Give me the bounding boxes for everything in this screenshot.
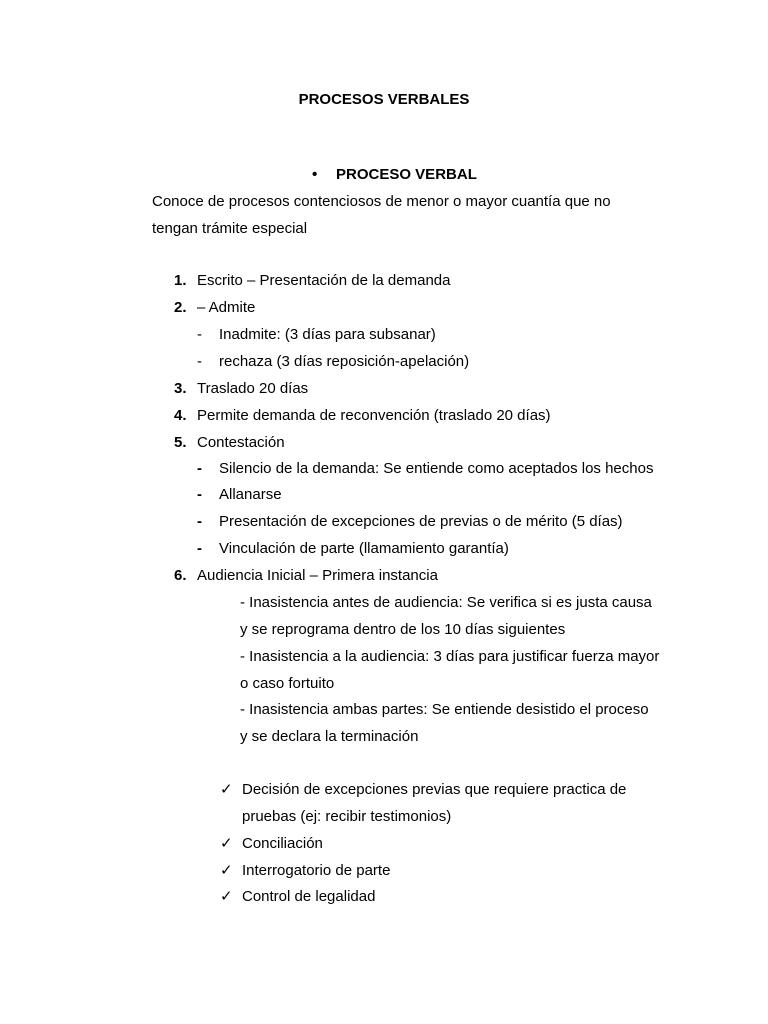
list-item-text: Traslado 20 días: [197, 380, 309, 397]
sub-item-text: Vinculación de parte (llamamiento garantía): [219, 540, 509, 557]
list-item-step-1: [174, 271, 450, 291]
step6-detail-line: y se declara la terminación: [240, 728, 419, 745]
sub-item-text: Silencio de la demanda: Se entiende como aceptados los hechos: [219, 460, 654, 477]
sub-item-excepciones: [197, 512, 623, 532]
sub-item-rechaza: [197, 352, 469, 372]
sub-item-text: Presentación de excepciones de previas o de mérito (5 días): [219, 513, 623, 530]
sub-item-text: Inadmite: (3 días para subsanar): [219, 326, 436, 343]
dash-marker: -: [197, 513, 202, 530]
list-item-text: Escrito – Presentación de la demanda: [197, 272, 451, 289]
document-title: PROCESOS VERBALES: [298, 91, 470, 108]
step6-detail-line: - Inasistencia antes de audiencia: Se verifica si es justa causa: [240, 594, 652, 611]
checklist-item-text: Control de legalidad: [242, 888, 376, 905]
list-item-step-4: [174, 406, 551, 426]
list-item-text: – Admite: [197, 299, 256, 316]
list-number: 2.: [174, 299, 187, 316]
intro-line-1: Conoce de procesos contenciosos de menor o mayor cuantía que no: [152, 193, 611, 210]
intro-line-2: tengan trámite especial: [152, 220, 308, 237]
checkmark-icon: ✓: [220, 888, 233, 905]
checklist-item: [220, 887, 375, 907]
dash-marker: -: [197, 326, 202, 343]
dash-marker: -: [197, 486, 202, 503]
sub-item-text: Allanarse: [219, 486, 282, 503]
list-item-step-6: [174, 566, 438, 586]
checklist-item-text: pruebas (ej: recibir testimonios): [242, 808, 452, 825]
list-number: 3.: [174, 380, 187, 397]
sub-item-allanarse: [197, 485, 282, 505]
checklist-item-text: Conciliación: [242, 835, 323, 852]
checkmark-icon: ✓: [220, 835, 233, 852]
checklist-item-text: Decisión de excepciones previas que requiere practica de: [242, 781, 627, 798]
checklist-item: [220, 834, 323, 854]
checklist-item-continuation: [220, 807, 451, 827]
sub-item-silencio: [197, 459, 653, 479]
dash-marker: -: [197, 460, 202, 477]
sub-item-inadmite: [197, 325, 436, 345]
list-item-text: Audiencia Inicial – Primera instancia: [197, 567, 438, 584]
list-item-text: Contestación: [197, 434, 285, 451]
bullet-icon: •: [312, 166, 318, 183]
list-item-text: Permite demanda de reconvención (traslado 20 días): [197, 407, 551, 424]
list-number: 6.: [174, 567, 187, 584]
checkmark-icon: ✓: [220, 862, 233, 879]
checkmark-icon: ✓: [220, 781, 233, 798]
checklist-item: [220, 861, 390, 881]
list-number: 5.: [174, 434, 187, 451]
sub-item-vinculacion: [197, 539, 509, 559]
list-number: 4.: [174, 407, 187, 424]
step6-detail-line: - Inasistencia a la audiencia: 3 días para justificar fuerza mayor: [240, 648, 660, 665]
checklist-item-text: Interrogatorio de parte: [242, 862, 391, 879]
section-heading-text: PROCESO VERBAL: [336, 166, 477, 183]
dash-marker: -: [197, 353, 202, 370]
step6-detail-line: o caso fortuito: [240, 675, 335, 692]
list-item-step-2: [174, 298, 255, 318]
list-number: 1.: [174, 272, 187, 289]
dash-marker: -: [197, 540, 202, 557]
sub-item-text: rechaza (3 días reposición-apelación): [219, 353, 470, 370]
list-item-step-5: [174, 433, 285, 453]
step6-detail-line: y se reprograma dentro de los 10 días siguientes: [240, 621, 566, 638]
section-heading: [312, 165, 477, 185]
step6-detail-line: - Inasistencia ambas partes: Se entiende desistido el proceso: [240, 701, 649, 718]
checklist-item: [220, 780, 626, 800]
list-item-step-3: [174, 379, 308, 399]
